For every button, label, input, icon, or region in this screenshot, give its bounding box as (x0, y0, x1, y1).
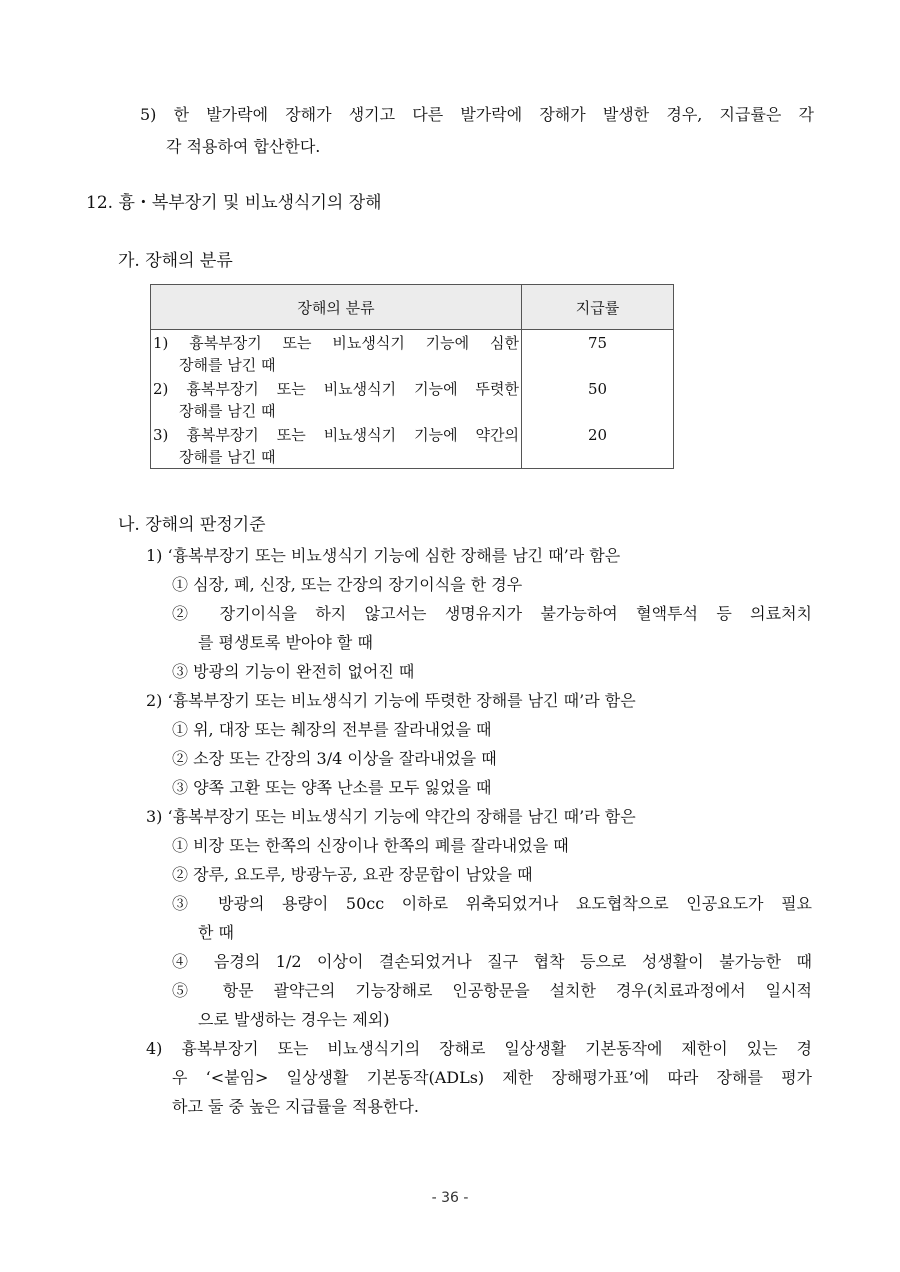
table-row (151, 376, 674, 422)
criterion-4-line-1: 4) 흉복부장기 또는 비뇨생식기의 장해로 일상생활 기본동작에 제한이 있는 경 (146, 1039, 812, 1058)
table-cell-category (151, 330, 522, 377)
category-line-1: 3) 흉복부장기 또는 비뇨생식기 기능에 약간의 (153, 426, 519, 444)
criterion-3-title: 3) ‘흉복부장기 또는 비뇨생식기 기능에 약간의 장해를 남긴 때’라 함은 (146, 807, 636, 826)
category-line-2: 장해를 남긴 때 (179, 402, 276, 420)
criterion-3-item-5-line-2: 으로 발생하는 경우는 제외) (198, 1010, 390, 1029)
table-cell-rate: 20 (522, 422, 674, 469)
criterion-3-item-4: ④ 음경의 1/2 이상이 결손되었거나 질구 협착 등으로 성생활이 불가능한 때 (172, 952, 812, 971)
table-cell-rate: 75 (522, 330, 674, 377)
page-number: - 36 - (431, 1190, 469, 1206)
category-line-2: 장해를 남긴 때 (179, 448, 276, 466)
criterion-1-item-1: ① 심장, 폐, 신장, 또는 간장의 장기이식을 한 경우 (172, 575, 523, 594)
intro-item-5-line-1: 5) 한 발가락에 장해가 생기고 다른 발가락에 장해가 발생한 경우, 지급률은 각 (140, 105, 814, 124)
category-line-2: 장해를 남긴 때 (179, 356, 276, 374)
criterion-3-item-5-line-1: ⑤ 항문 괄약근의 기능장해로 인공항문을 설치한 경우(치료과정에서 일시적 (172, 981, 812, 1000)
criterion-1-item-2-line-2: 를 평생토록 받아야 할 때 (198, 633, 373, 652)
table-header-category: 장해의 분류 (151, 285, 522, 330)
table-cell-rate: 50 (522, 376, 674, 422)
criterion-2-title: 2) ‘흉복부장기 또는 비뇨생식기 기능에 뚜렷한 장해를 남긴 때’라 함은 (146, 691, 636, 710)
disability-classification-table (150, 284, 674, 469)
section-title: 12. 흉・복부장기 및 비뇨생식기의 장해 (86, 193, 382, 213)
criterion-3-item-2: ② 장루, 요도루, 방광누공, 요관 장문합이 남았을 때 (172, 865, 533, 884)
subsection-a-title: 가. 장해의 분류 (118, 251, 233, 271)
table-cell-category (151, 376, 522, 422)
subsection-b-title: 나. 장해의 판정기준 (118, 515, 266, 535)
category-line-1: 1) 흉복부장기 또는 비뇨생식기 기능에 심한 (153, 334, 519, 352)
table-row (151, 422, 674, 469)
criterion-4-line-2: 우 ‘<붙임> 일상생활 기본동작(ADLs) 제한 장해평가표’에 따라 장해를 평가 (172, 1068, 812, 1087)
criterion-1-item-2-line-1: ② 장기이식을 하지 않고서는 생명유지가 불가능하여 혈액투석 등 의료처치 (172, 604, 812, 623)
criterion-3-item-3-line-1: ③ 방광의 용량이 50cc 이하로 위축되었거나 요도협착으로 인공요도가 필요 (172, 894, 812, 913)
criterion-1-item-3: ③ 방광의 기능이 완전히 없어진 때 (172, 662, 415, 681)
table-header-row (151, 285, 674, 330)
criterion-2-item-3: ③ 양쪽 고환 또는 양쪽 난소를 모두 잃었을 때 (172, 778, 492, 797)
criterion-2-item-1: ① 위, 대장 또는 췌장의 전부를 잘라내었을 때 (172, 720, 492, 739)
criterion-2-item-2: ② 소장 또는 간장의 3/4 이상을 잘라내었을 때 (172, 749, 497, 768)
table-header-rate: 지급률 (522, 285, 674, 330)
table-cell-category (151, 422, 522, 469)
criterion-1-title: 1) ‘흉복부장기 또는 비뇨생식기 기능에 심한 장해를 남긴 때’라 함은 (146, 546, 621, 565)
category-line-1: 2) 흉복부장기 또는 비뇨생식기 기능에 뚜렷한 (153, 380, 519, 398)
intro-item-5-line-2: 각 적용하여 합산한다. (166, 137, 321, 156)
table-row (151, 330, 674, 377)
criterion-3-item-3-line-2: 한 때 (198, 923, 234, 942)
criterion-3-item-1: ① 비장 또는 한쪽의 신장이나 한쪽의 폐를 잘라내었을 때 (172, 836, 569, 855)
criterion-4-line-3: 하고 둘 중 높은 지급률을 적용한다. (172, 1097, 419, 1116)
